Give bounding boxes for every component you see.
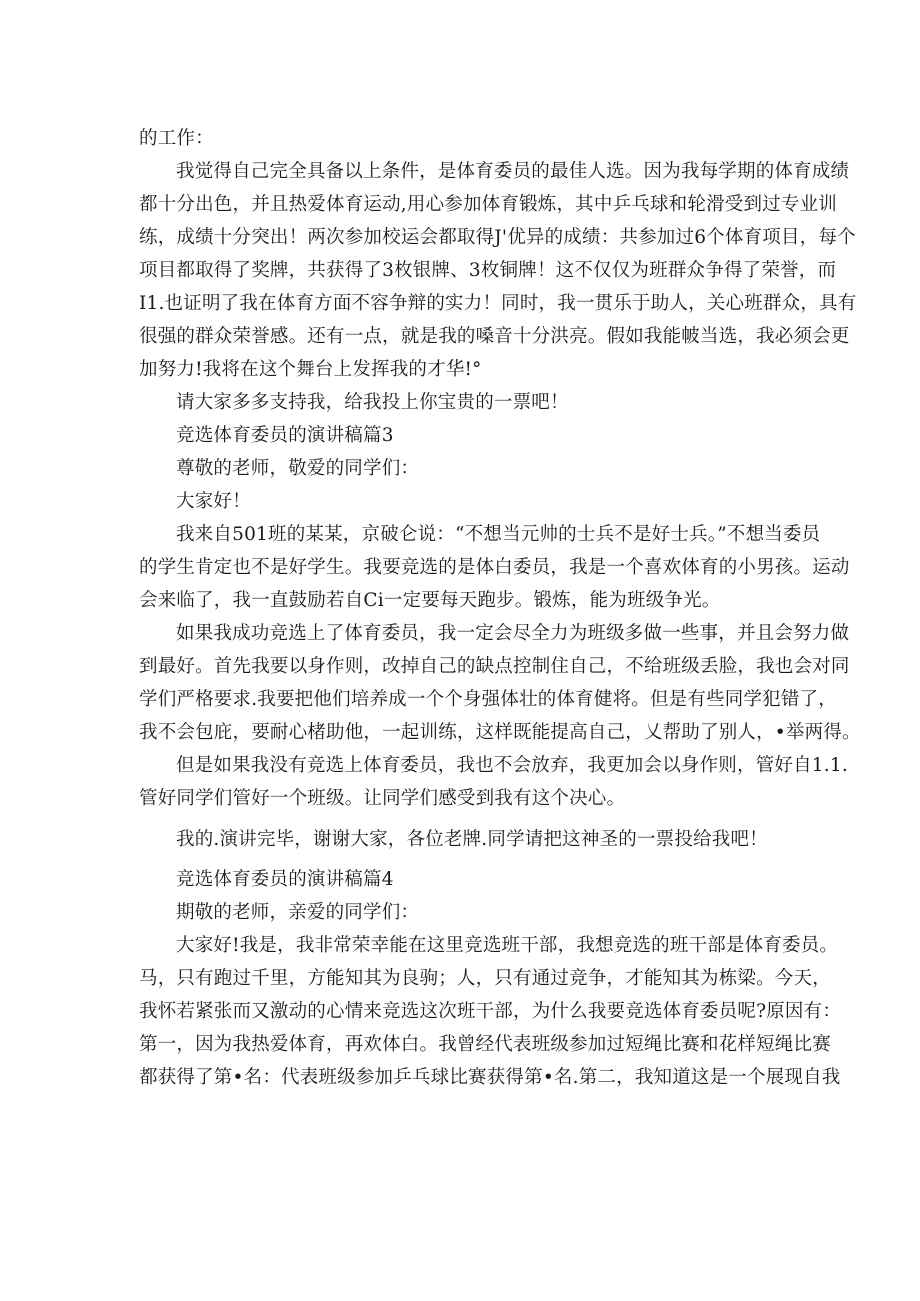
salutation: 期敬的老师，亲爱的同学们： <box>176 902 420 923</box>
paragraph-first-line: 如果我成功竞选上了体育委员，我一定会尽全力为班级多做一些事，并且会努力做 <box>176 623 850 644</box>
text-line: 的工作： <box>139 128 214 149</box>
paragraph-first-line: 我觉得自己完全具备以上条件，是体育委员的最佳人选。因为我每学期的体育成绩 <box>176 161 850 182</box>
paragraph-first-line: 但是如果我没有竞选上体育委员，我也不会放弃，我更加会以身作则，管好自1.1. <box>176 755 848 776</box>
text-line: 会来临了，我一直鼓励若自Ci一定要每天跑步。锻炼，能为班级争光。 <box>139 590 721 611</box>
text-line: 学们严格要求.我要把他们培养成一个个身强体壮的体育健将。但是有些同学犯错了， <box>139 689 837 710</box>
text-line: 我怀若紧张而又激动的心情来竞选这次班干部，为什么我要竞选体育委员呢?原因有： <box>139 1001 842 1022</box>
section-heading: 竞选体育委员的演讲稿篇3 <box>176 425 394 446</box>
text-line: 到最好。首先我要以身作则，改掉自己的缺点控制住自己，不给班级丢脸，我也会对同 <box>139 656 850 677</box>
text-line: 的学生肯定也不是好学生。我要竞选的是体白委员，我是一个喜欢体育的小男孩。运动 <box>139 557 850 578</box>
text-line: 马，只有跑过千里，方能知其为良驹；人，只有通过竞争，才能知其为栋梁。今天， <box>139 968 831 989</box>
text-line: 项目都取得了奖牌，共获得了3枚银牌、3枚铜牌！这不仅仅为班群众争得了荣誉，而 <box>139 260 837 281</box>
paragraph-first-line: 请大家多多支持我，给我投上你宝贵的一票吧！ <box>176 392 569 413</box>
text-line: 第一，因为我热爱体育，再欢体白。我曾经代表班级参加过短绳比赛和花样短绳比赛 <box>139 1034 831 1055</box>
salutation: 尊敬的老师，敬爱的同学们： <box>176 458 420 479</box>
text-line: 练，成绩十分突出！两次参加校运会都取得J'优异的成绩：共参加过6个体育项目，每个 <box>139 227 856 248</box>
text-line: 管好同学们管好一个班级。让同学们感受到我有这个决心。 <box>139 788 626 809</box>
section-heading: 竞选体育委员的演讲稿篇4 <box>176 869 394 890</box>
text-line: 很强的群众荣誉感。还有一点，就是我的嗓音十分洪亮。假如我能帔当选，我必须会更 <box>139 326 850 347</box>
text-line: 我不会包庇，要耐心楮助他，一起训练，这样既能提高自己，乂帮助了别人，•举两得。 <box>139 722 861 743</box>
text-line: 都获得了第•名：代表班级参加乒乓球比赛获得第•名.第二，我知道这是一个展现自我 <box>139 1067 841 1088</box>
text-line: 都十分出色，并且热爱体育运动,用心参加体育锻炼，其中乒乓球和轮滑受到过专业训 <box>139 194 837 215</box>
closing-line: 我的.演讲完毕，谢谢大家，各位老牌.同学请把这神圣的一票投给我吧！ <box>176 829 768 850</box>
greeting: 大家好！ <box>176 491 251 512</box>
text-line: I1.也证明了我在体育方面不容争辩的实力！同时，我一贯乐于助人，关心班群众，具有 <box>139 293 857 314</box>
paragraph-first-line: 我来自501班的某某，京破仑说：“不想当元帅的士兵不是好士兵。”不想当委员 <box>176 524 821 545</box>
paragraph-first-line: 大家好!我是，我非常荣幸能在这里竞选班干部，我想竞选的班干部是体育委员。 <box>176 935 839 956</box>
text-line: 加努力!我将在这个舞台上发挥我的才华!° <box>139 359 482 380</box>
